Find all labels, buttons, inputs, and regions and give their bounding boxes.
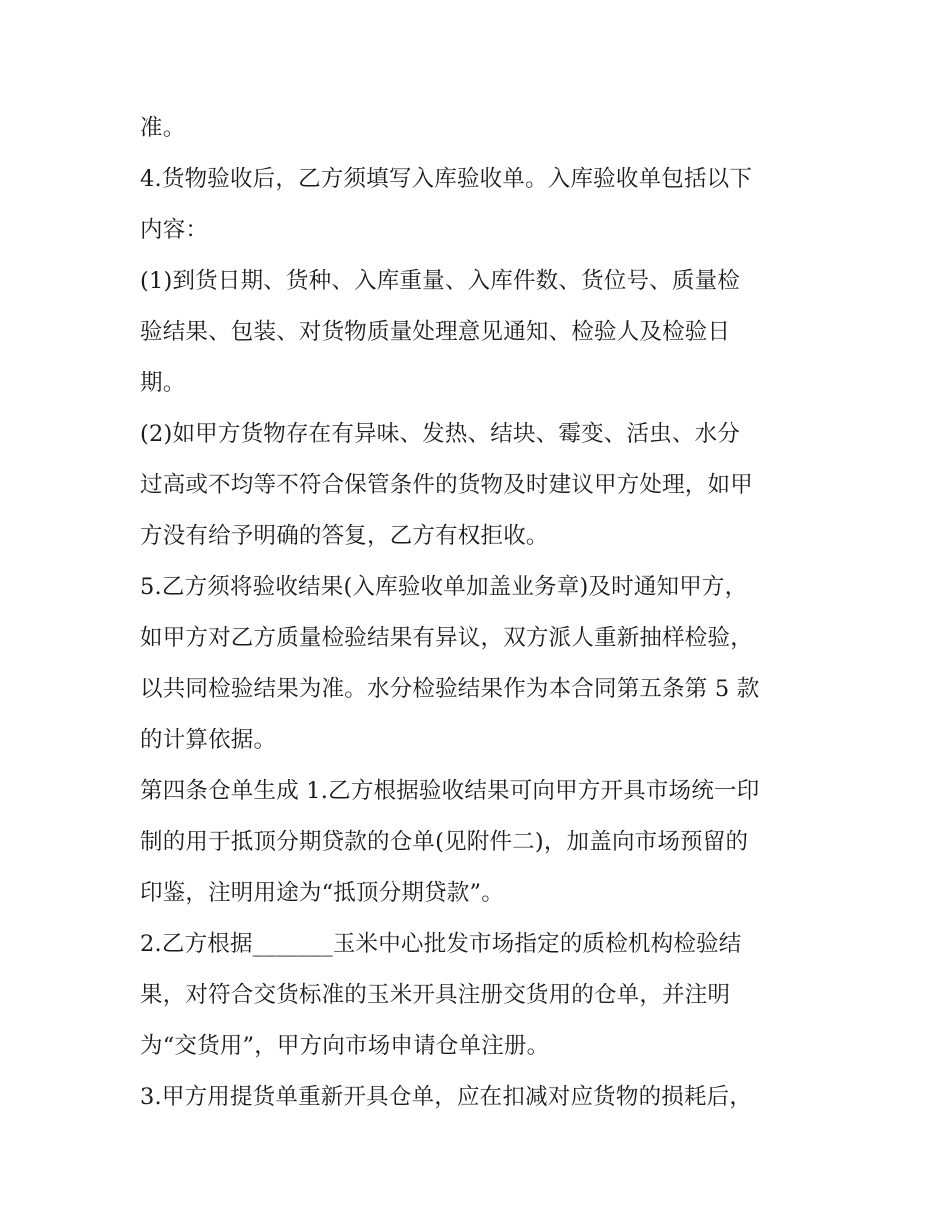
text-line: 4.货物验收后，乙方须填写入库验收单。入库验收单包括以下 bbox=[140, 166, 753, 192]
text-line: 如甲方对乙方质量检验结果有异议，双方派人重新抽样检验， bbox=[140, 625, 753, 651]
document-body bbox=[140, 103, 820, 1123]
text-line: 方没有给予明确的答复，乙方有权拒收。 bbox=[140, 523, 549, 549]
text-line: 内容： bbox=[140, 217, 209, 243]
text-line: 过高或不均等不符合保管条件的货物及时建议甲方处理，如甲 bbox=[140, 472, 753, 498]
text-line: 为“交货用”，甲方向市场申请仓单注册。 bbox=[140, 1033, 550, 1059]
text-line: 第四条仓单生成 1.乙方根据验收结果可向甲方开具市场统一印 bbox=[140, 778, 760, 804]
text-line: 5.乙方须将验收结果(入库验收单加盖业务章)及时通知甲方， bbox=[140, 574, 748, 600]
text-line: (2)如甲方货物存在有异味、发热、结块、霉变、活虫、水分 bbox=[140, 421, 740, 447]
text-line: (1)到货日期、货种、入库重量、入库件数、货位号、质量检 bbox=[140, 268, 740, 294]
text-line: 3.甲方用提货单重新开具仓单，应在扣减对应货物的损耗后， bbox=[140, 1084, 753, 1110]
text-line: 期。 bbox=[140, 370, 186, 396]
text-line: 印鉴，注明用途为“抵顶分期贷款”。 bbox=[140, 880, 504, 906]
text-line: 果，对符合交货标准的玉米开具注册交货用的仓单，并注明 bbox=[140, 982, 731, 1008]
text-line: 的计算依据。 bbox=[140, 727, 277, 753]
text-line: 以共同检验结果为准。水分检验结果作为本合同第五条第 5 款 bbox=[140, 676, 760, 702]
text-line: 制的用于抵顶分期贷款的仓单(见附件二)，加盖向市场预留的 bbox=[140, 829, 749, 855]
text-line: 准。 bbox=[140, 115, 186, 141]
text-line: 2.乙方根据_______玉米中心批发市场指定的质检机构检验结 bbox=[140, 931, 742, 957]
text-line: 验结果、包装、对货物质量处理意见通知、检验人及检验日 bbox=[140, 319, 731, 345]
